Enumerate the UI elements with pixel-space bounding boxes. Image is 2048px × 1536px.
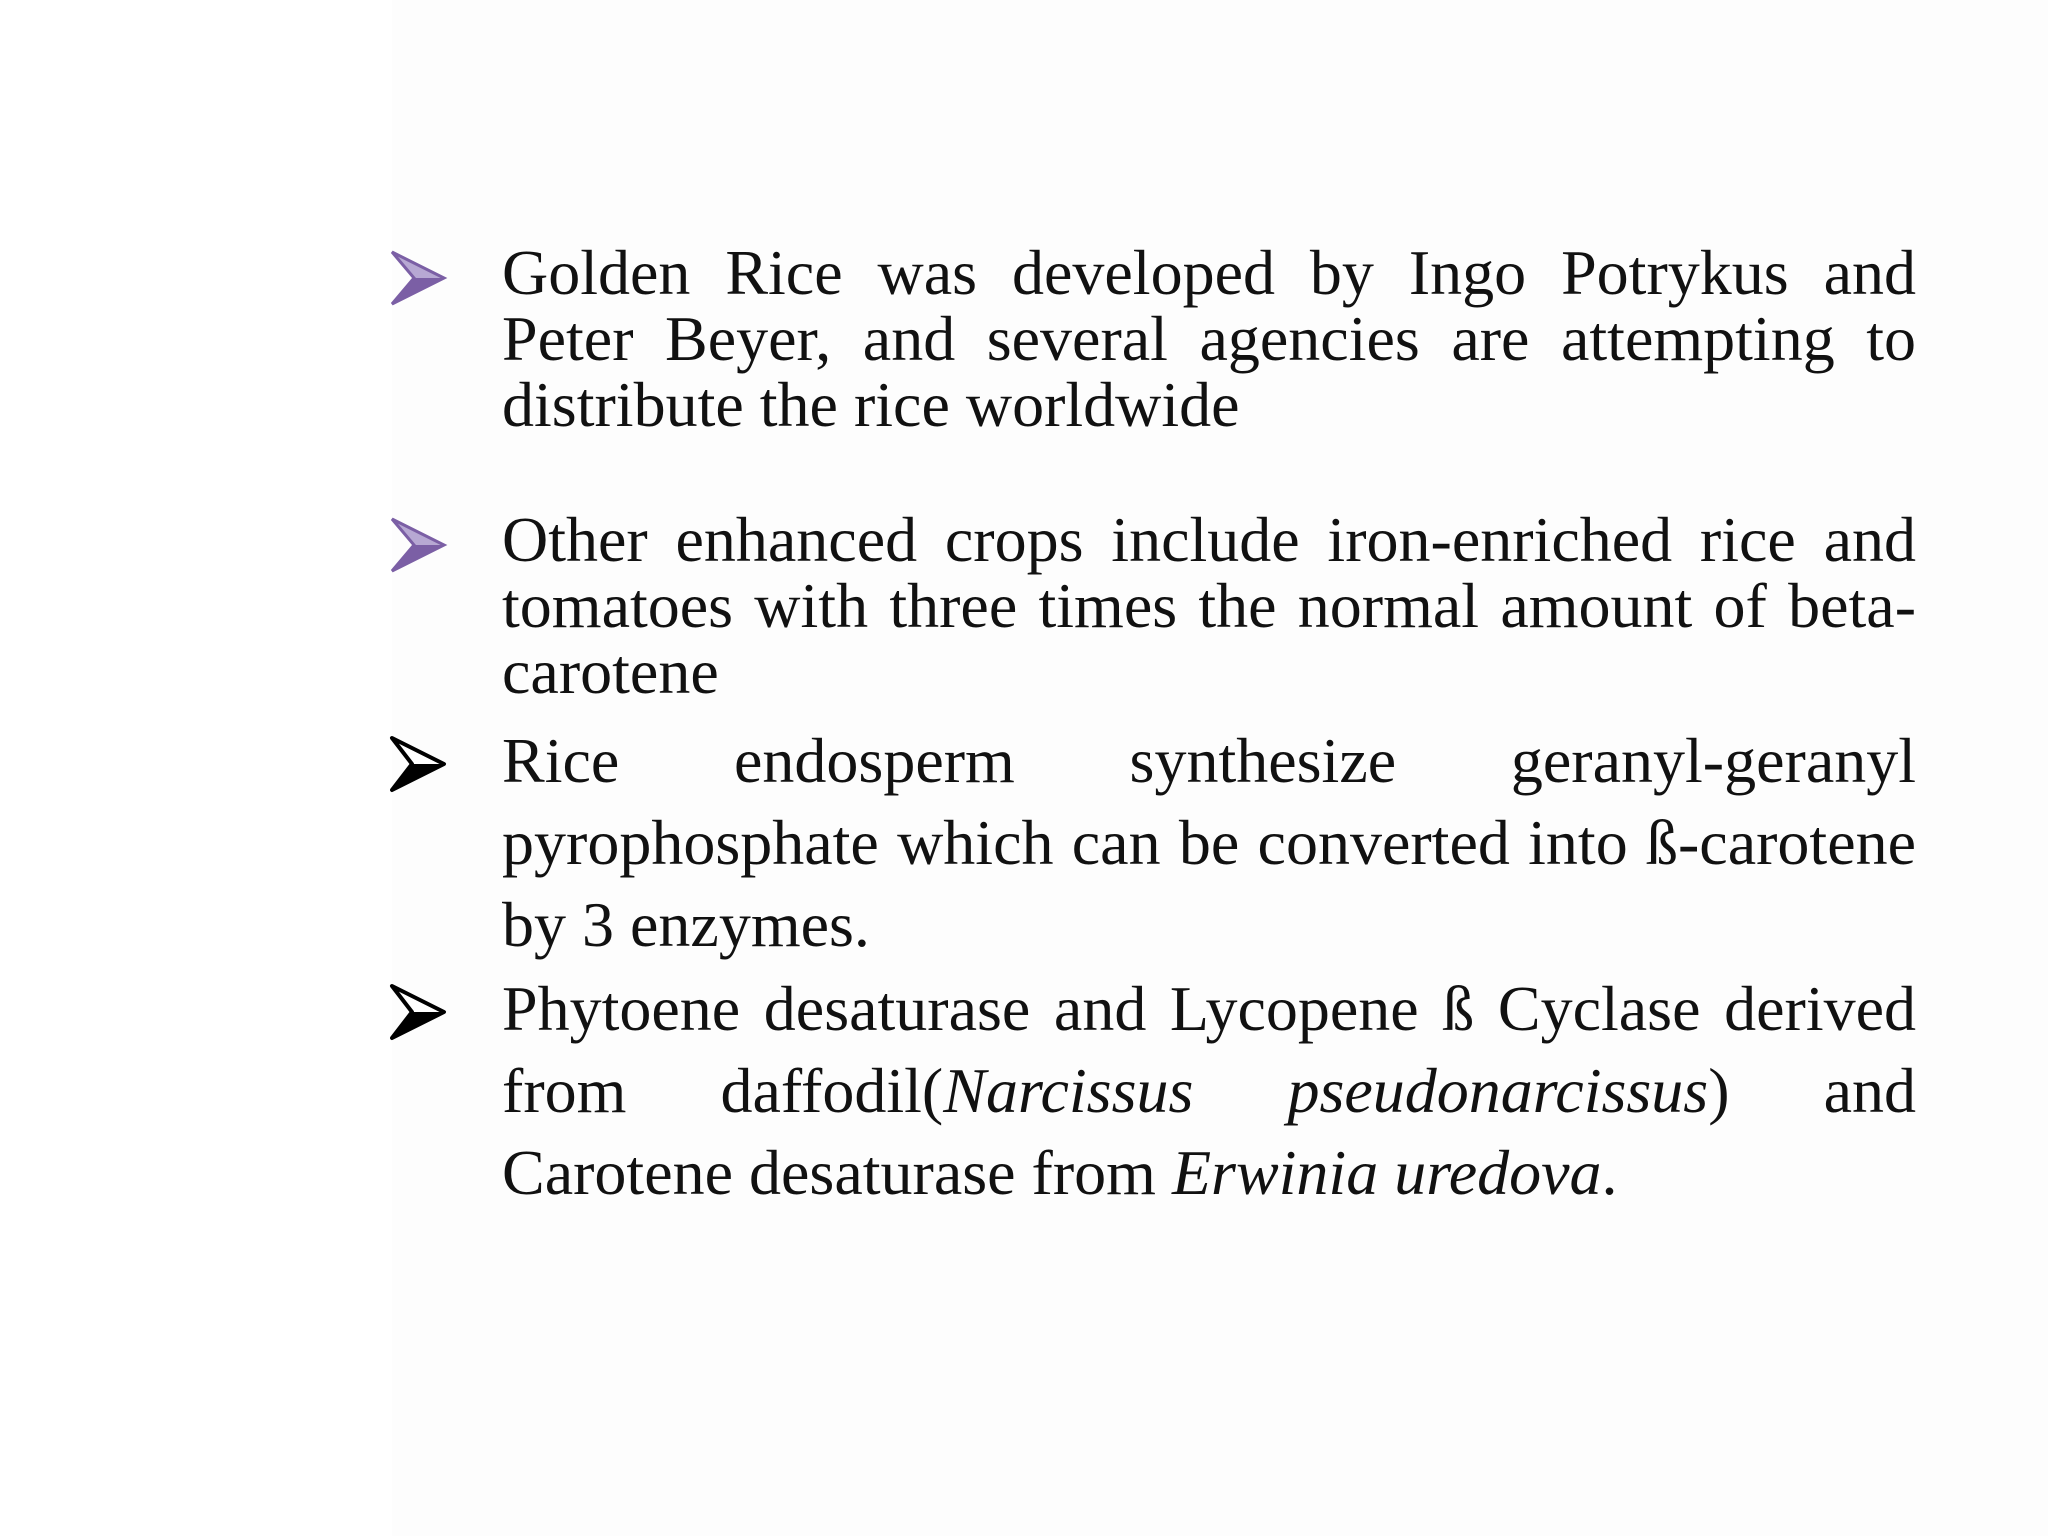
bullet-text: Golden Rice was developed by Ingo Potrykus and Peter Beyer, and several agencies are attempting to distribute the rice worldwide [502, 237, 1916, 440]
species-name-erwinia: Erwinia uredova [1171, 1137, 1602, 1208]
species-name-daffodil: Narcissus pseudonarcissus [943, 1055, 1709, 1126]
text-segment: . [1601, 1137, 1618, 1208]
text-segment: ) and Carotene desaturase from [502, 1055, 1917, 1208]
bullet-text [502, 968, 1916, 1214]
bullet-text: Other enhanced crops include iron-enriched rice and tomatoes with three times the normal amount of beta-carotene [502, 504, 1916, 707]
text-segment: Phytoene desaturase and Lycopene ß Cyclase derived from daffodil( [502, 973, 1916, 1126]
bullet-text: Rice endosperm synthesize geranyl-geranyl pyrophosphate which can be converted into ß-carotene by 3 enzymes. [502, 725, 1916, 960]
purple-arrow-bullet-icon [388, 515, 448, 575]
black-arrow-bullet-icon [388, 982, 448, 1042]
purple-arrow-bullet-icon [388, 248, 448, 308]
black-arrow-bullet-icon [388, 734, 448, 794]
